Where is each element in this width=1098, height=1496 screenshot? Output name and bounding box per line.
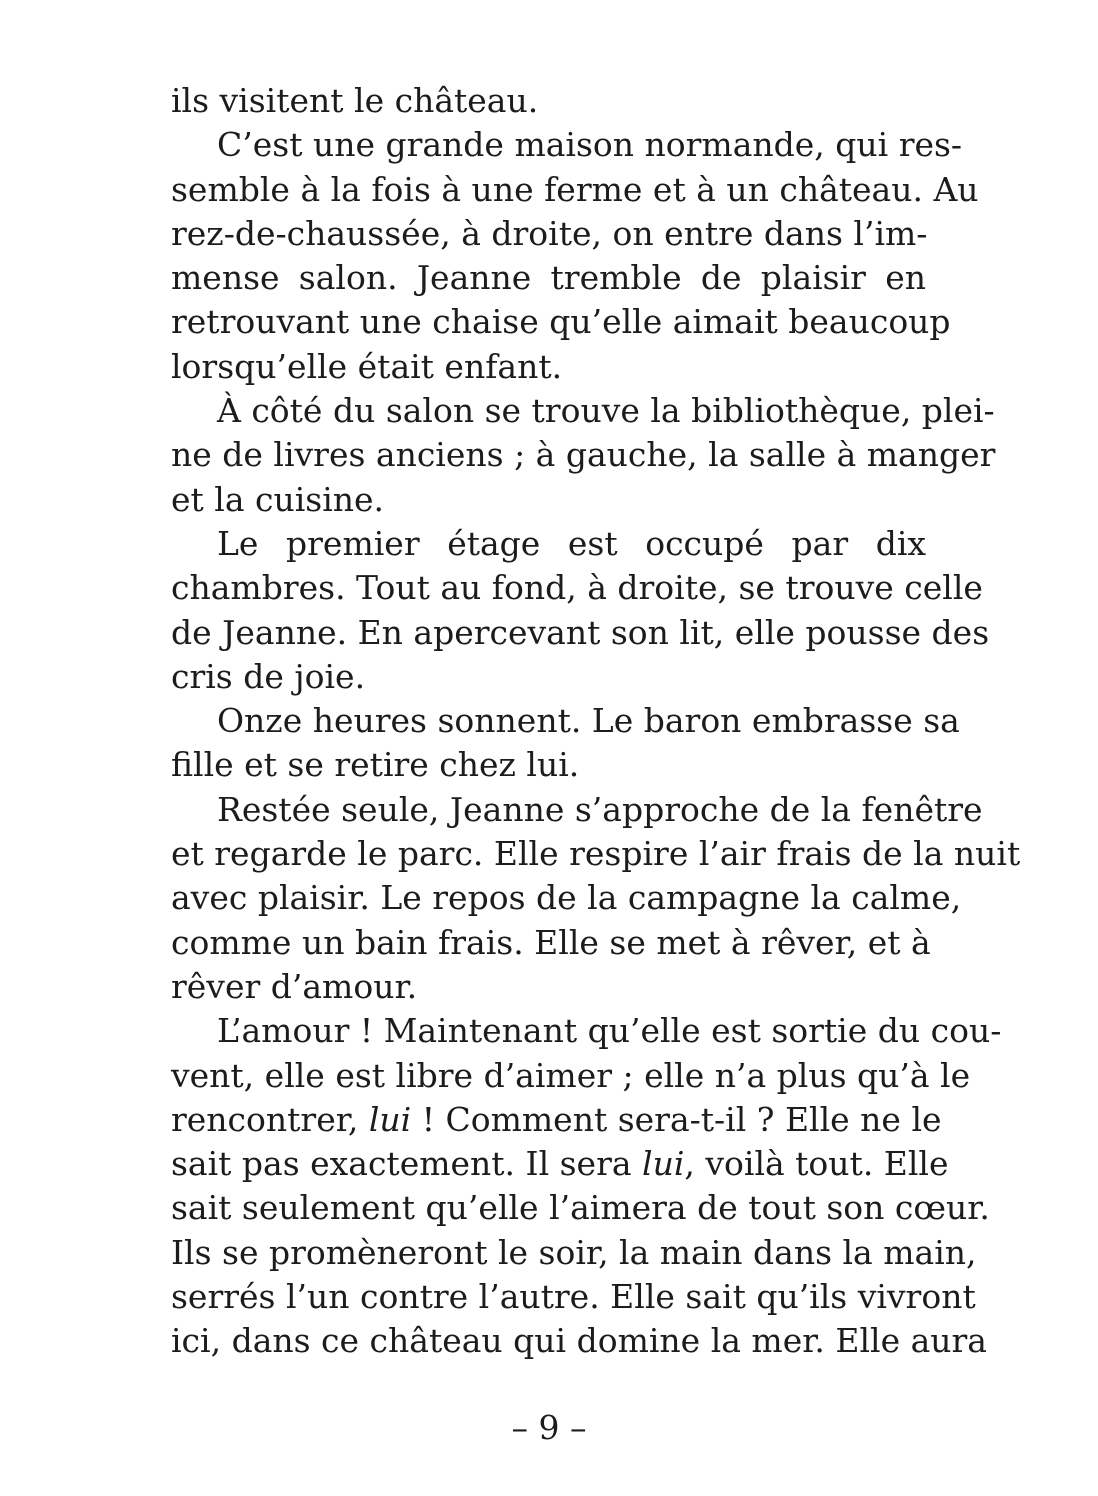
text-line: L’amour ! Maintenant qu’elle est sortie du cou- — [217, 1011, 1002, 1051]
text-line: serrés l’un contre l’autre. Elle sait qu’ils vivront — [171, 1277, 976, 1317]
text-line: rez-de-chaussée, à droite, on entre dans l’im- — [171, 213, 928, 253]
text-line: et regarde le parc. Elle respire l’air frais de la nuit — [171, 834, 1021, 874]
text-line: chambres. Tout au fond, à droite, se trouve celle — [171, 568, 983, 608]
paragraph — [171, 123, 979, 389]
text-line: sait pas exactement. Il sera lui, voilà tout. Elle — [171, 1144, 949, 1184]
text-line: C’est une grande maison normande, qui res- — [217, 125, 963, 165]
text-line: lorsqu’elle était enfant. — [171, 346, 563, 386]
paragraph — [171, 1009, 1002, 1363]
text-line: Le premier étage est occupé par dix — [217, 523, 926, 563]
text-line: Ils se promèneront le soir, la main dans la main, — [171, 1232, 977, 1272]
text-line: avec plaisir. Le repos de la campagne la calme, — [171, 878, 962, 918]
text-line: À côté du salon se trouve la bibliothèque, plei- — [217, 391, 995, 431]
text-line: semble à la fois à une ferme et à un château. Au — [171, 169, 979, 209]
paragraph — [171, 788, 1021, 1009]
paragraph — [171, 699, 960, 788]
emphasis: lui — [368, 1099, 412, 1139]
paragraph — [171, 522, 990, 699]
text-line: ici, dans ce château qui domine la mer. Elle aura — [171, 1321, 987, 1361]
emphasis: lui — [642, 1144, 685, 1184]
text-line: rencontrer, lui ! Comment sera-t-il ? Elle ne le — [171, 1099, 942, 1139]
text-line: vent, elle est libre d’aimer ; elle n’a plus qu’à le — [171, 1055, 971, 1095]
text-line: et la cuisine. — [171, 479, 385, 519]
text-line: fille et se retire chez lui. — [171, 745, 580, 785]
text-line: de Jeanne. En apercevant son lit, elle pousse des — [171, 612, 990, 652]
paragraph — [171, 389, 996, 522]
text-line: ne de livres anciens ; à gauche, la salle à manger — [171, 435, 996, 475]
text-line: Restée seule, Jeanne s’approche de la fenêtre — [217, 789, 983, 829]
text-line: sait seulement qu’elle l’aimera de tout son cœur. — [171, 1188, 990, 1228]
text-line: comme un bain frais. Elle se met à rêver, et à — [171, 922, 931, 962]
text-line: rêver d’amour. — [171, 966, 418, 1006]
text-line: retrouvant une chaise qu’elle aimait beaucoup — [171, 302, 951, 342]
paragraph — [171, 79, 926, 123]
text-line: mense salon. Jeanne tremble de plaisir en — [171, 258, 926, 298]
text-line: ils visitent le château. — [171, 81, 539, 120]
body-text — [171, 79, 1021, 1364]
text-line: Onze heures sonnent. Le baron embrasse sa — [217, 701, 960, 741]
page-number: – 9 – — [511, 1408, 587, 1447]
text-line: cris de joie. — [171, 656, 366, 696]
